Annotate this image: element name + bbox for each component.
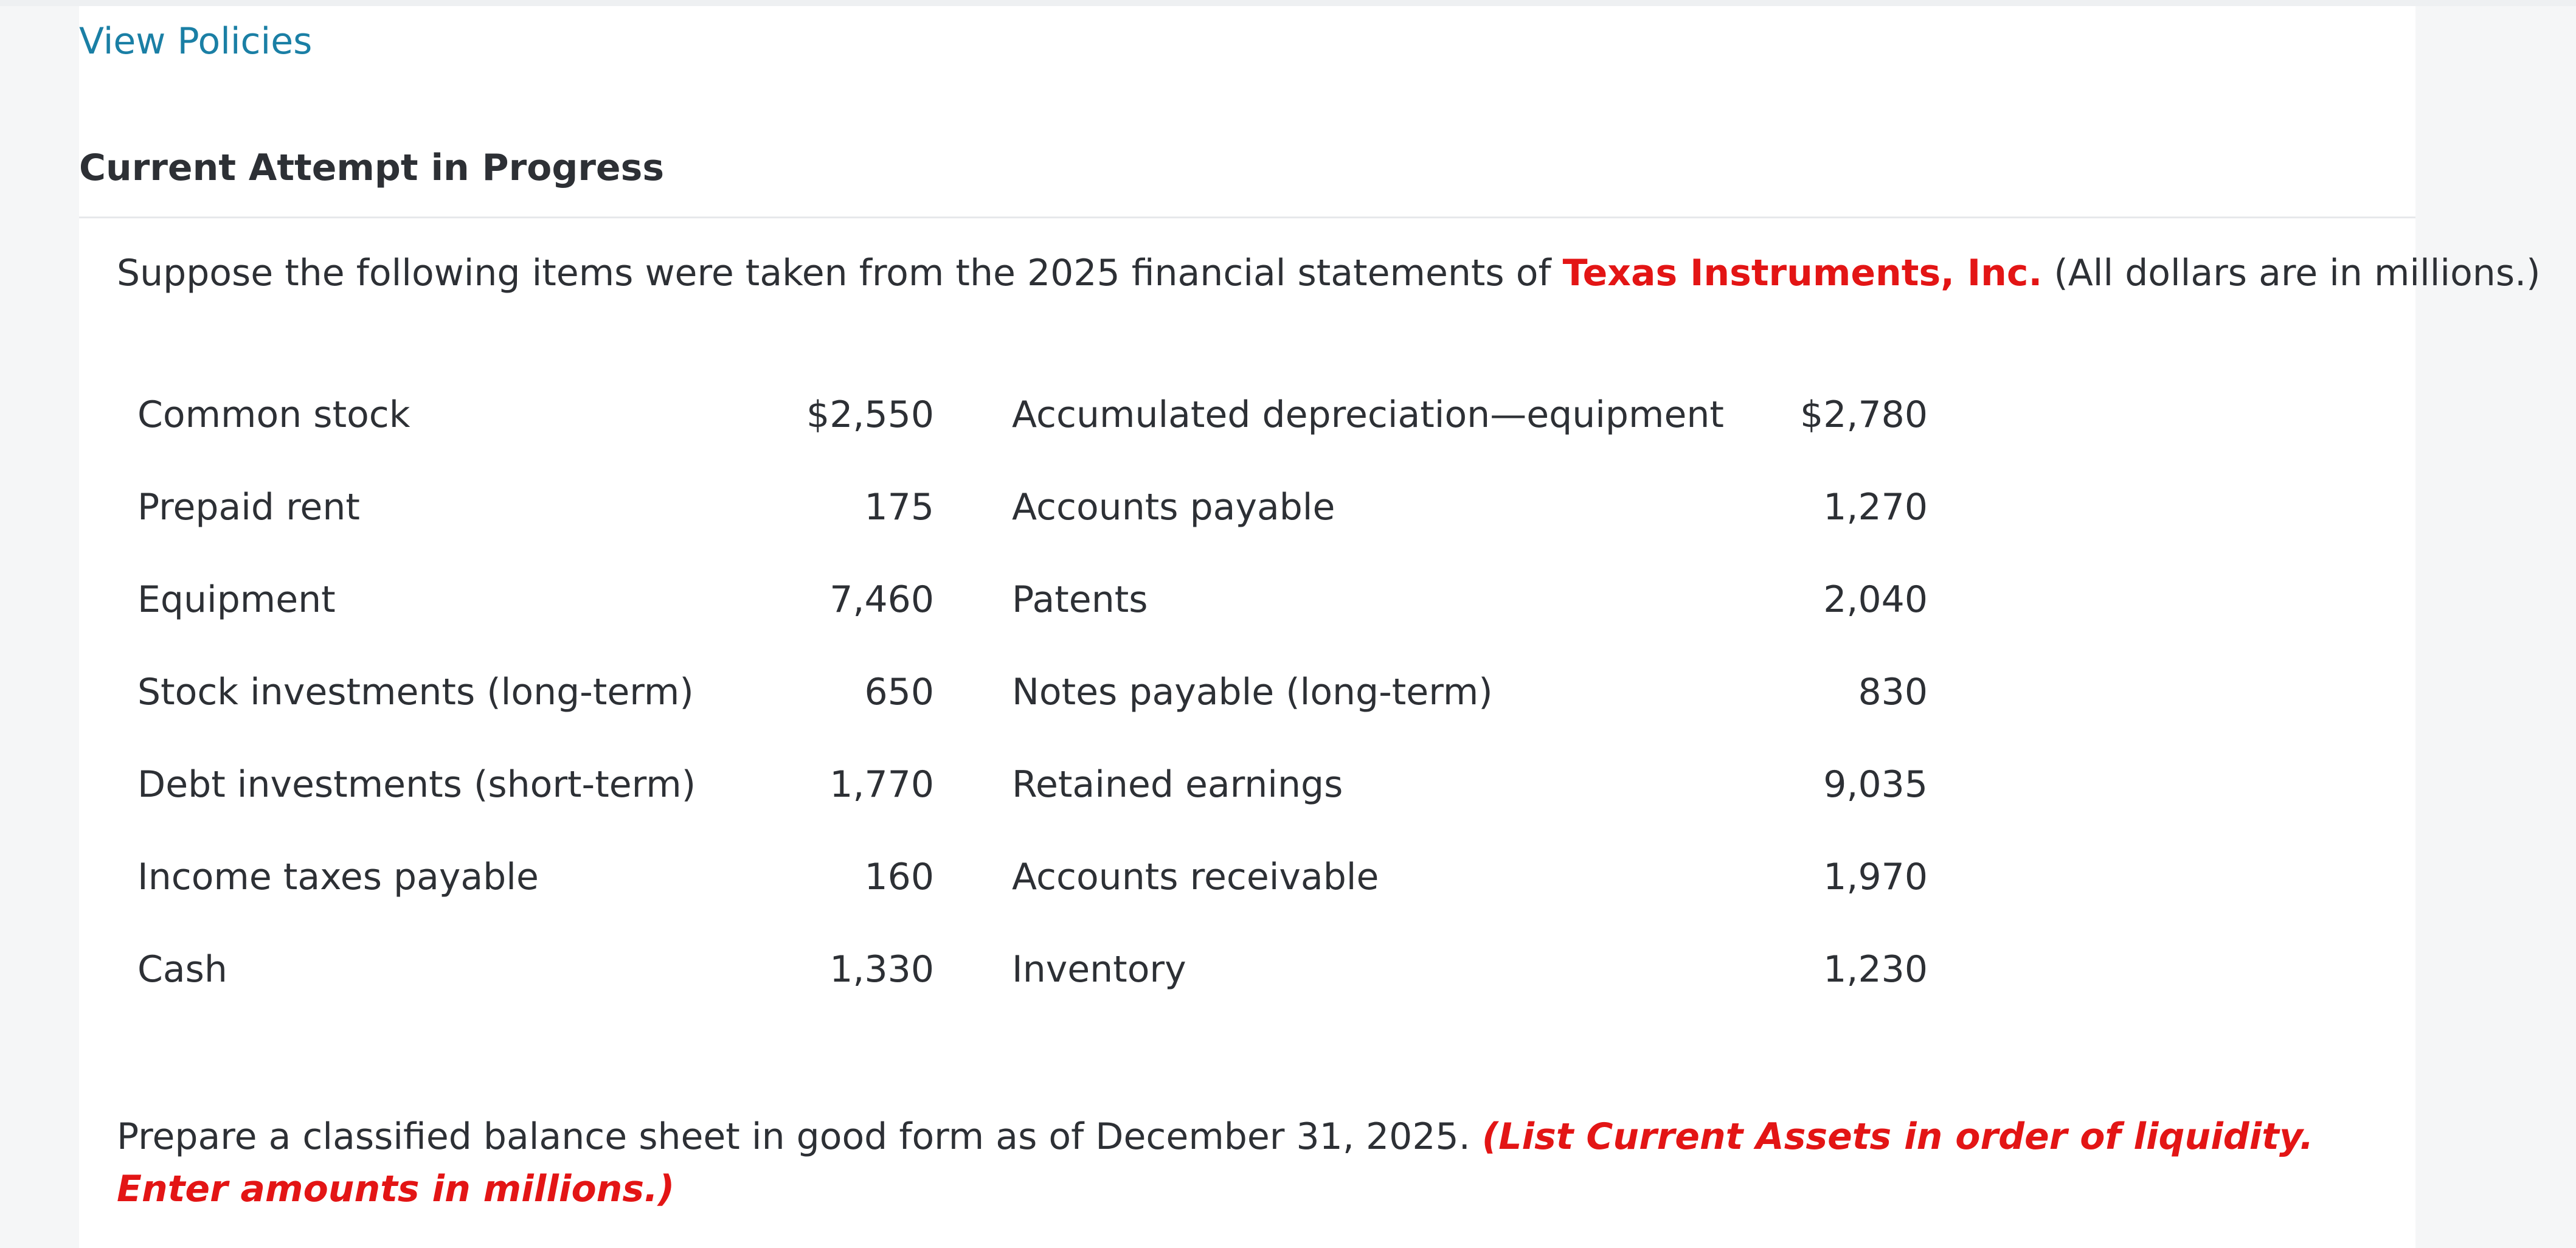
item-label: Retained earnings bbox=[1012, 763, 1343, 806]
item-value: 175 bbox=[864, 486, 934, 529]
question-card bbox=[79, 6, 2541, 1248]
company-name: Texas Instruments, Inc. bbox=[1562, 252, 2043, 294]
item-value: 650 bbox=[864, 671, 934, 713]
item-label: Income taxes payable bbox=[137, 856, 539, 898]
question-instruction bbox=[117, 1111, 2428, 1215]
item-label: Equipment bbox=[137, 578, 336, 621]
table-row bbox=[137, 738, 1928, 831]
table-row bbox=[137, 831, 1928, 923]
item-label: Debt investments (short-term) bbox=[137, 763, 696, 806]
table-row bbox=[137, 646, 1928, 738]
intro-text: Suppose the following items were taken from the 2025 financial statements of bbox=[117, 252, 1563, 294]
item-label: Accumulated depreciation—equipment bbox=[1012, 393, 1724, 436]
view-policies-link[interactable]: View Policies bbox=[79, 20, 313, 63]
item-label: Patents bbox=[1012, 578, 1148, 621]
item-value: 830 bbox=[1858, 671, 1928, 713]
item-label: Common stock bbox=[137, 393, 410, 436]
intro-note: (All dollars are in millions.) bbox=[2042, 252, 2541, 294]
item-label: Cash bbox=[137, 948, 227, 991]
item-value: 160 bbox=[864, 856, 934, 898]
instruction-note: (List Current Assets in order of liquidity. Enter amounts in millions.) bbox=[117, 1115, 2314, 1210]
item-label: Notes payable (long-term) bbox=[1012, 671, 1493, 713]
item-value: 1,270 bbox=[1823, 486, 1928, 529]
financial-items-table bbox=[137, 369, 1928, 1016]
table-row bbox=[137, 369, 1928, 461]
table-row bbox=[137, 461, 1928, 553]
item-value: $2,550 bbox=[806, 393, 934, 436]
instruction-text: Prepare a classified balance sheet in good form as of December 31, 2025. bbox=[117, 1115, 1482, 1158]
item-value: 1,970 bbox=[1823, 856, 1928, 898]
item-label: Accounts payable bbox=[1012, 486, 1335, 529]
item-value: 1,770 bbox=[829, 763, 934, 806]
item-value: 9,035 bbox=[1823, 763, 1928, 806]
question-intro bbox=[117, 248, 2541, 298]
item-value: 2,040 bbox=[1823, 578, 1928, 621]
table-row bbox=[137, 923, 1928, 1016]
item-label: Prepaid rent bbox=[137, 486, 360, 529]
item-value: 1,330 bbox=[829, 948, 934, 991]
item-label: Accounts receivable bbox=[1012, 856, 1379, 898]
table-row bbox=[137, 553, 1928, 646]
item-label: Inventory bbox=[1012, 948, 1186, 991]
section-title: Current Attempt in Progress bbox=[79, 147, 665, 189]
top-border bbox=[0, 0, 2576, 6]
divider bbox=[79, 217, 2415, 218]
item-value: $2,780 bbox=[1800, 393, 1928, 436]
item-label: Stock investments (long-term) bbox=[137, 671, 694, 713]
item-value: 1,230 bbox=[1823, 948, 1928, 991]
item-value: 7,460 bbox=[829, 578, 934, 621]
